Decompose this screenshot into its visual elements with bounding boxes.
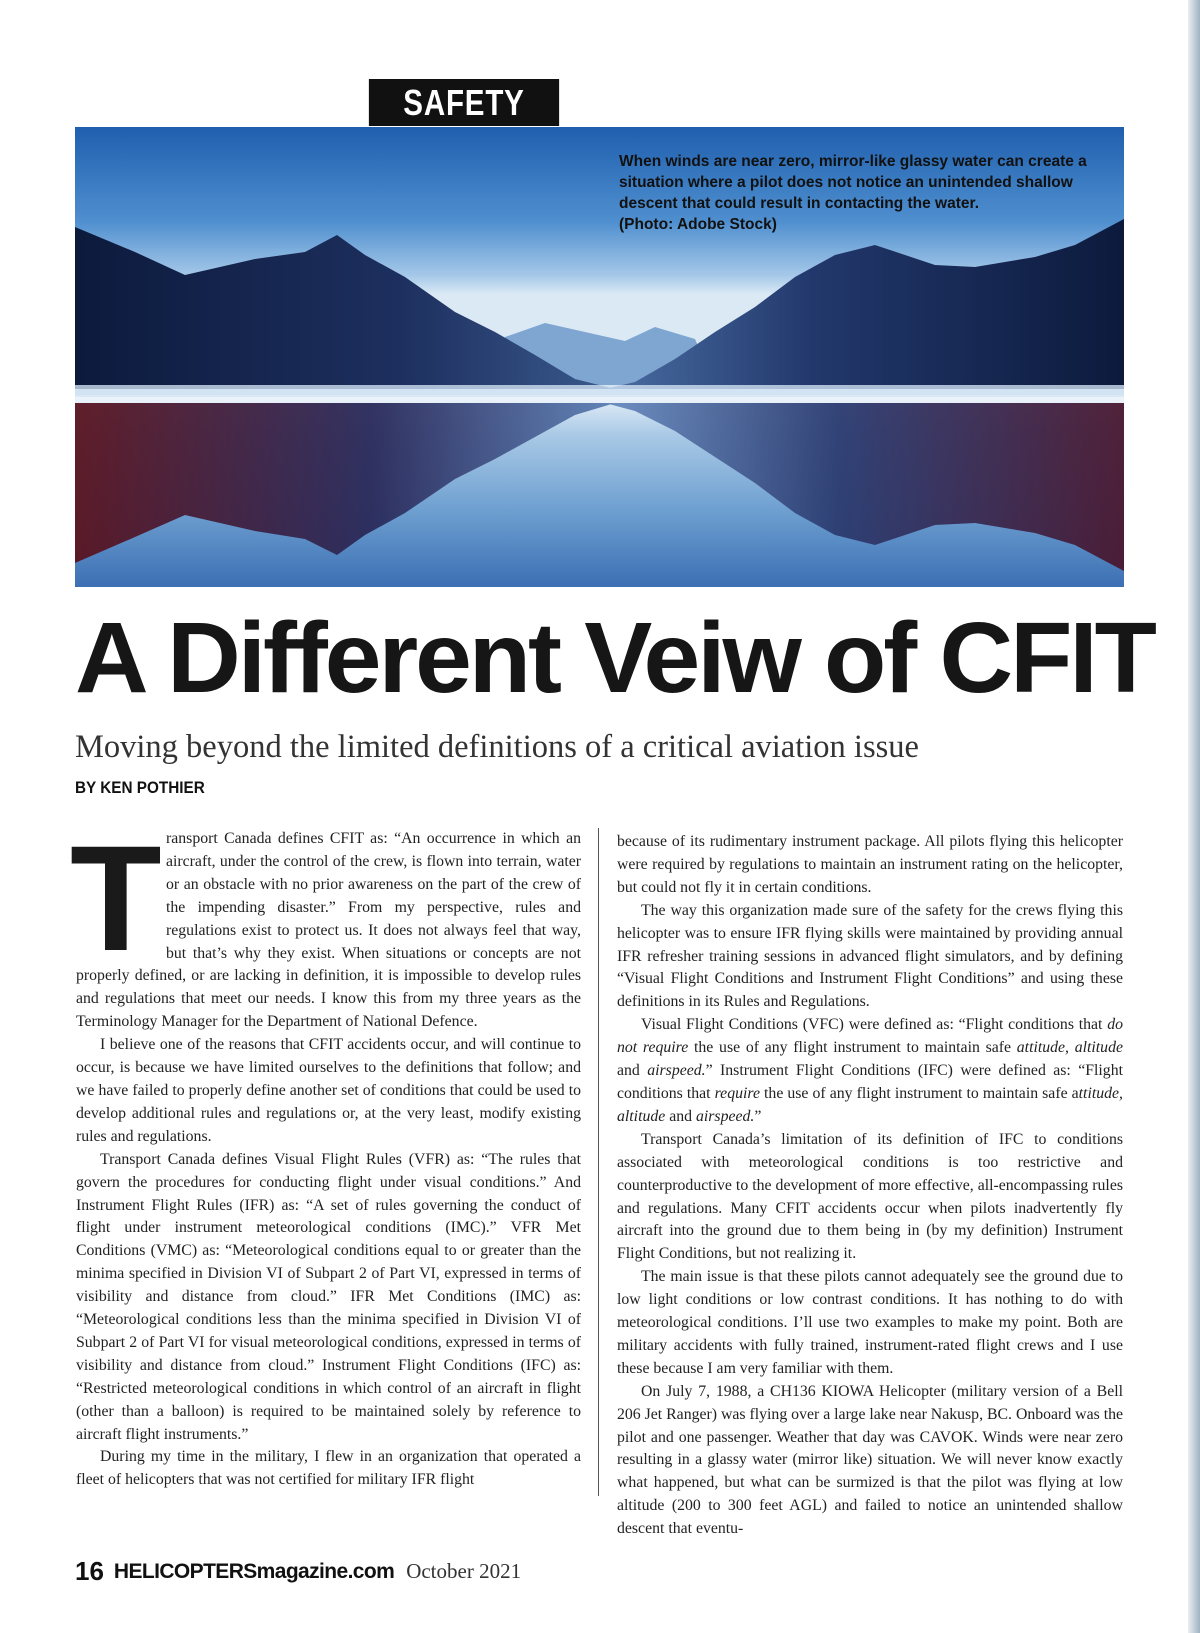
article-byline: BY KEN POTHIER <box>75 778 205 797</box>
paragraph: Transport Canada’s limitation of its definition of IFC to conditions associated with meteorological conditions is too restrictive and counterproductive to the development of more effective, all-encompassing rules and regulations. Many CFIT accidents occur when pilots inadvertently fly aircraft into the ground due to them being in (by my definition) Instrument Flight Conditions, but not realizing it. <box>617 1130 1123 1263</box>
paragraph: During my time in the military, I flew in an organization that operated a fleet of helicopters that was not certified for military IFR flight <box>76 1448 581 1489</box>
article-headline: A Different Veiw of CFIT <box>75 602 1154 714</box>
paragraph: The way this organization made sure of the safety for the crews flying this helicopter was to ensure IFR flying skills were maintained by providing annual IFR refresher training sessions in advanced flight simulators, and by defining “Visual Flight Conditions and Instrument Flight Conditions” and using these definitions in its Rules and Regulations. <box>617 901 1123 1011</box>
drop-cap: T <box>70 814 162 982</box>
article-column-right <box>617 831 1123 1541</box>
magazine-website: HELICOPTERSmagazine.com <box>113 1559 395 1583</box>
photo-caption <box>619 151 1099 235</box>
paragraph: because of its rudimentary instrument package. All pilots flying this helicopter were required by regulations to maintain an instrument rating on the helicopter, but could not fly it in certain conditions. <box>617 833 1123 896</box>
page-edge <box>1188 0 1200 1633</box>
paragraph: Visual Flight Conditions (VFC) were defined as: “Flight conditions that do not require the use of any flight instrument to maintain safe attitude, altitude and airspeed.” Instrument Flight Conditions (IFC) were defined as: “Flight conditions that require the use of any flight instrument to maintain safe attitude, altitude and airspeed.” <box>617 1016 1123 1125</box>
section-label: SAFETY <box>369 79 559 126</box>
paragraph: I believe one of the reasons that CFIT accidents occur, and will continue to occur, is because we have limited ourselves to the definitions that follow; and we have failed to properly define another set of conditions that could be used to develop additional rules and regulations or, at the very least, modify existing rules and regulations. <box>76 1036 581 1145</box>
article-deck: Moving beyond the limited definitions of a critical aviation issue <box>75 729 919 765</box>
article-column-left <box>70 814 581 1492</box>
caption-text: When winds are near zero, mirror-like glassy water can create a situation where a pilot does not notice an unintended shallow descent that could result in contacting the water. <box>619 153 1087 212</box>
page-number: 16 <box>75 1556 104 1586</box>
page-footer <box>75 1556 521 1596</box>
issue-date: October 2021 <box>406 1559 522 1583</box>
paragraph: On July 7, 1988, a CH136 KIOWA Helicopter (military version of a Bell 206 Jet Ranger) was flying over a large lake near Nakusp, BC. Onboard was the pilot and one passenger. Weather that day was CAVOK. Winds were near zero resulting in a glassy water (mirror like) situation. We will never know exactly what happened, but what can be surmized is that the pilot was flying at low altitude (200 to 300 feet AGL) and failed to notice an unintended shallow descent that eventu- <box>617 1382 1123 1538</box>
photo-credit: (Photo: Adobe Stock) <box>619 216 777 233</box>
paragraph: Transport Canada defines Visual Flight Rules (VFR) as: “The rules that govern the procedures for conducting flight under visual conditions.” And Instrument Flight Rules (IFR) as: “A set of rules governing the conduct of flight under instrument meteorological conditions (IMC).” VFR Met Conditions (VMC) as: “Meteorological conditions equal to or greater than the minima specified in Division VI of Subpart 2 of Part VI, expressed in terms of visibility and distance from cloud.” IFR Met Conditions (IMC) as: “Meteorological conditions less than the minima specified in Division VI of Subpart 2 of Part VI for visual meteorological conditions, expressed in terms of visibility and distance from cloud.” Instrument Flight Conditions (IFC) as: “Restricted meteorological conditions in which control of an aircraft in flight (other than a balloon) is required to be maintained solely by reference to aircraft flight instruments.” <box>76 1150 581 1443</box>
paragraph: The main issue is that these pilots cannot adequately see the ground due to low light conditions or low contrast conditions. It has nothing to do with meteorological conditions. I’ll use two examples to make my point. Both are military accidents with fully trained, instrument-rated flight crews and I use these because I am very familiar with them. <box>617 1268 1123 1377</box>
paragraph: ransport Canada defines CFIT as: “An occurrence in which an aircraft, under the control of the crew, is flown into terrain, water or an obstacle with no prior awareness on the part of the crew of the impending disaster.” From my perspective, rules and regulations exist to protect us. It does not always feel that way, but that’s why they exist. When situations or concepts are not properly defined, or are lacking in definition, it is impossible to develop rules and regulations that meet our needs. I know this from my three years as the Terminology Manager for the Department of National Defence. <box>76 830 581 1031</box>
column-divider <box>598 828 599 1496</box>
